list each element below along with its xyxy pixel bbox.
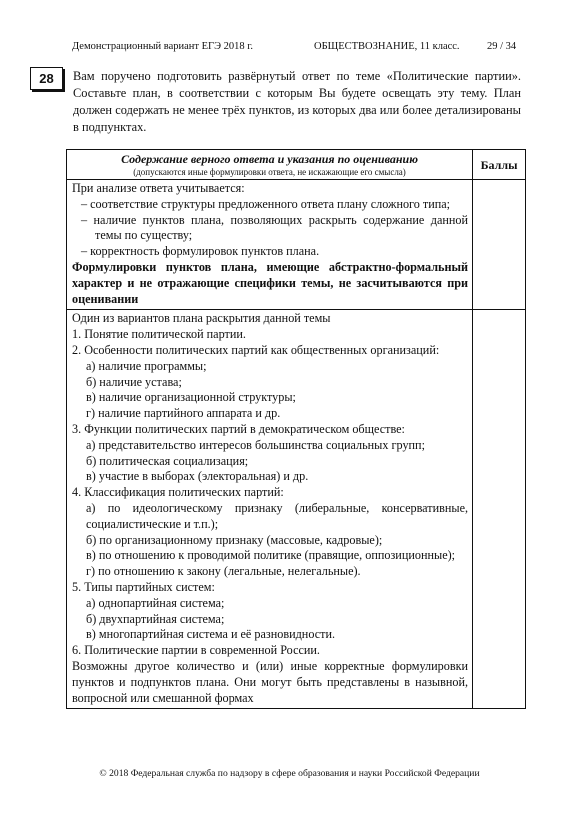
criteria-score-cell: [473, 180, 526, 310]
footer-copyright: © 2018 Федеральная служба по надзору в сфере образования и науки Российской Федерации: [99, 768, 480, 779]
plan-subpoint: б) по организационному признаку (массовые, кадровые);: [86, 532, 383, 547]
plan-intro: Один из вариантов плана раскрытия данной темы: [72, 311, 331, 326]
header-page-number: 29 / 34: [487, 41, 517, 52]
plan-subpoint: б) наличие устава;: [86, 374, 182, 389]
plan-subpoint: г) наличие партийного аппарата и др.: [86, 406, 281, 421]
plan-subpoint: а) представительство интересов большинства социальных групп;: [86, 437, 425, 452]
content-header-note: (допускаются иные формулировки ответа, не искажающие его смысла): [133, 167, 406, 177]
plan-subpoint: а) однопартийная система;: [86, 595, 225, 610]
criteria-item: – наличие пунктов плана, позволяющих раскрыть содержание данной темы по существу;: [81, 212, 469, 243]
score-header: Баллы: [480, 158, 518, 172]
plan-subpoint: а) по идеологическому признаку (либеральные, консервативные, социалистические и т.п.);: [86, 500, 469, 531]
plan-subpoint: г) по отношению к закону (легальные, нелегальные).: [86, 564, 361, 579]
task-number-box: 28: [30, 67, 63, 90]
plan-point: 6. Политические партии в современной России.: [72, 643, 320, 658]
plan-point: 5. Типы партийных систем:: [72, 579, 215, 594]
plan-point: 1. Понятие политической партии.: [72, 327, 246, 342]
plan-score-cell: [473, 310, 526, 709]
score-header-cell: [473, 150, 526, 180]
header-subject: ОБЩЕСТВОЗНАНИЕ, 11 класс.: [314, 41, 460, 52]
content-header-cell: [67, 150, 473, 180]
table-header-row: [67, 150, 526, 180]
criteria-warning: Формулировки пунктов плана, имеющие абстрактно-формальный характер и не отражающие специфики темы, не засчитываются при оценивании: [72, 259, 469, 306]
criteria-item: – корректность формулировок пунктов плана.: [81, 244, 320, 259]
plan-list: [72, 327, 468, 659]
plan-point: 2. Особенности политических партий как общественных организаций:: [72, 342, 440, 357]
plan-block: [67, 310, 472, 708]
plan-closing: Возможны другое количество и (или) иные корректные формулировки пунктов и подпунктов плана. Они могут быть представлены в назывной, вопросной или смешанной формах: [72, 658, 469, 705]
criteria-intro: При анализе ответа учитывается:: [72, 181, 245, 195]
header-exam-title: Демонстрационный вариант ЕГЭ 2018 г.: [72, 41, 254, 52]
plan-row: [67, 310, 526, 709]
plan-subpoint: б) двухпартийная система;: [86, 611, 225, 626]
plan-subpoint: в) по отношению к проводимой политике (правящие, оппозиционные);: [86, 548, 456, 563]
criteria-item: – соответствие структуры предложенного ответа плану сложного типа;: [81, 196, 451, 211]
answer-criteria-table: [66, 149, 526, 709]
plan-subpoint: в) многопартийная система и её разновидности.: [86, 627, 336, 642]
plan-subpoint: а) наличие программы;: [86, 358, 207, 373]
plan-subpoint: б) политическая социализация;: [86, 453, 249, 468]
criteria-row: [67, 180, 526, 310]
task-text: Вам поручено подготовить развёрнутый ответ по теме «Политические партии». Составьте план, в соответствии с которым Вы будете освещать эту тему. План должен содержать не менее трёх пунктов, из которых два или более детализированы в подпунктах.: [73, 69, 521, 134]
plan-subpoint: в) участие в выборах (электоральная) и др.: [86, 469, 309, 484]
plan-subpoint: в) наличие организационной структуры;: [86, 390, 296, 405]
plan-point: 4. Классификация политических партий:: [72, 485, 284, 500]
plan-point: 3. Функции политических партий в демократическом обществе:: [72, 421, 405, 436]
content-header-title: Содержание верного ответа и указания по оцениванию: [121, 152, 418, 166]
criteria-block: [67, 180, 472, 309]
